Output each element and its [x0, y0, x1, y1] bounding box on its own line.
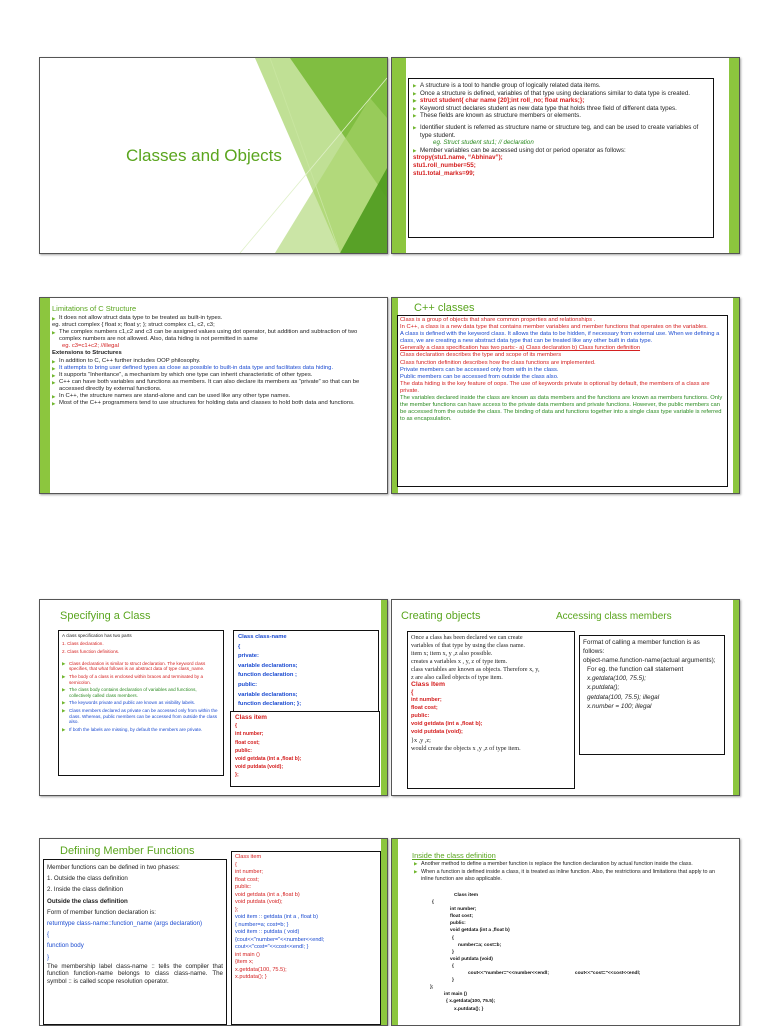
code-line: };: [430, 985, 434, 991]
text-line: ▶ Identifier student is referred as structure name or structure teg, and can be used to create variables of type student.: [413, 124, 709, 139]
code-line: variable declarations;: [238, 662, 298, 669]
text-line: Class function definition describes how the class functions are implemented.: [400, 359, 596, 366]
slide-subtitle: Accessing class members: [556, 611, 672, 622]
content-box: [408, 78, 714, 238]
code-line: {: [411, 689, 414, 697]
code-line: cout<<"cost="<<cost<<endl; }: [235, 944, 309, 950]
text-line: In C++, a class is a new data type that contains member variables and member functions that operates on the variables.: [400, 324, 708, 331]
slide-title: Inside the class definition: [412, 851, 496, 860]
code-line: cout<<"number="<<number<<endl; cout<<"cost="<<cost<<endl;: [468, 971, 641, 977]
code-line: void getdata (int a ,float b);: [411, 720, 483, 727]
slide-title: Defining Member Functions: [60, 845, 195, 857]
green-side-bar-right: [381, 839, 387, 1025]
code-line: };: [235, 906, 239, 913]
text-line: Generally a class specification has two parts:- a) Class declaration b) Class function definition: [400, 345, 641, 352]
text-line: ▶ These fields are known as structure members or elements.: [413, 112, 709, 120]
code-line: void getdata (int a ,float b): [235, 891, 300, 898]
text-line: For eg. the function call statement: [587, 666, 684, 674]
text-line: The variables declared inside the class are known as data members and the functions are known as members functions. Only the member functions can have access to the private data members and private functions. However, the public members can be accessed from the outside the class. The binding of data and functions together into a single class type variable is referred to as encapsulation.: [400, 395, 723, 423]
code-area: [432, 892, 732, 1013]
code-line: {cout<<"number="<<number<<endl;: [235, 936, 325, 943]
code-line: {: [452, 935, 454, 941]
text-line: function body: [47, 942, 84, 950]
text-line: ▶ The keywords private and public are known as visibility labels.: [62, 700, 220, 706]
text-line: ▶ In addition to C, C++ further includes OOP philosophy.: [52, 358, 380, 365]
text-line: ▶ The body of a class is enclosed within braces and terminated by a semicolon.: [62, 674, 220, 685]
code-line: public:: [235, 884, 252, 890]
access-box: [579, 635, 725, 755]
text-line: class variables are known as objects. Therefore x, y,: [411, 665, 540, 673]
slide-c-structure: [391, 57, 740, 254]
code-line: public:: [450, 921, 466, 927]
code-line: {: [238, 643, 241, 650]
code-line: function declaration; };: [238, 701, 302, 708]
text-line: Form of member function declaration is:: [47, 908, 157, 916]
text-line: x.getdata(100, 75.5);: [587, 675, 646, 683]
slide-classes-and-objects: [39, 57, 388, 254]
definition-box: [43, 859, 227, 1025]
text-line: ▶ Another method to define a member function is replace the function declaration by actual function inside the class.: [414, 861, 726, 867]
code-line: {: [235, 723, 238, 730]
code-line: void item :: putdata ( void): [235, 929, 300, 935]
text-line: 1. Outside the class definition: [47, 875, 128, 883]
text-line: ▶ It attempts to bring user defined types as close as possible to built-in data type and facilitates data hiding.: [52, 365, 380, 372]
green-side-bar: [40, 298, 50, 493]
text-line: eg. struct complex { float x; float y; }; struct complex c1, c2, c3;: [52, 322, 215, 329]
text-line: ▶ Class members declared as private can be accessed only from within the class. Whereas, public members can be accessed from outside the class also.: [62, 708, 220, 725]
code-line: x.putdata(); }: [454, 1006, 484, 1012]
text-line: ▶ In C++, the structure names are stand-alone and can be used like any other type names.: [52, 393, 380, 400]
text-line: 2. Class function definitions.: [62, 649, 120, 655]
code-line: {item x;: [235, 959, 254, 965]
green-side-bar-right: [729, 58, 739, 253]
slide-title: C Structure: [408, 61, 457, 72]
text-line: creates a variables x , y, z of type item.: [411, 657, 508, 665]
slide-creating-objects: [391, 599, 740, 796]
slide-specifying-a-class: [39, 599, 388, 796]
code-line: void putdata (void);: [235, 764, 284, 771]
text-line: object-name.function-name(actual arguments);: [583, 657, 716, 665]
green-side-bar: [392, 839, 398, 1025]
text-line: ▶ When a function is defined inside a class, it is treated as inline function. Also, the restrictions and limitations that apply to an inline function are also applicable.: [414, 869, 726, 882]
code-line: public:: [235, 747, 253, 754]
code-line: void putdata (void);: [411, 728, 463, 735]
code-line: x.getdata(100, 75.5);: [235, 966, 287, 973]
code-line: int number;: [235, 869, 263, 875]
green-side-bar-right: [733, 298, 739, 493]
slide-inside-the-class-definition: [391, 838, 740, 1026]
text-line: variables of that type by using the class name.: [411, 641, 525, 649]
text-line: would create the objects x ,y ,z of type item.: [411, 744, 521, 752]
text-line: Member functions can be defined in two phases:: [47, 864, 180, 871]
text-line: ▶ If both the labels are missing, by default the members are private.: [62, 727, 220, 733]
code-line: public:: [238, 681, 257, 688]
text-line: {: [47, 931, 50, 939]
text-line: The membership label class-name :: tells the compiler that function function-name belongs to class class-name. The symbol :: is called scope resolution operator.: [47, 962, 223, 985]
code-line: Class class-name: [238, 634, 287, 640]
text-line: ▶ Keyword struct declares student as new data type that holds three field of different data types.: [413, 105, 709, 113]
text-line: ▶ Once a structure is defined, variables of that type using declarations similar to data type is created.: [413, 90, 709, 98]
text-line: x.putdata();: [587, 684, 620, 692]
code-line: void item :: getdata (int a , float b): [235, 914, 319, 920]
text-line: z are also called objects of type item.: [411, 673, 503, 681]
code-line: };: [235, 772, 239, 779]
code-line: void putdata (void);: [235, 899, 283, 905]
text-line: }x ,y ,z;: [411, 736, 431, 744]
text-line: ▶ It does not allow struct data type to be treated as built-in types.: [52, 315, 380, 322]
slide-title: Specifying a Class: [60, 610, 151, 622]
text-line: stropy(stu1.name, “Abhinav”);: [413, 154, 503, 162]
text-line: Class is a group of objects that share common properties and relationships .: [400, 317, 596, 323]
text-line: ▶ Member variables can be accessed using dot or period operator as follows:: [413, 147, 709, 155]
slide-cpp-classes: [391, 297, 740, 494]
text-line: Extensions to Structures: [52, 350, 122, 357]
text-line: returntype class-name::function_name (args declaration): [47, 920, 203, 928]
slide-title: C++ classes: [414, 302, 475, 314]
code-line: float cost;: [450, 914, 473, 920]
code-line: int number;: [235, 731, 264, 738]
content-box: [397, 315, 728, 487]
text-line: }: [47, 953, 50, 961]
code-box: [231, 851, 381, 1025]
text-line: eg. Struct student stu1; // declaration: [433, 139, 534, 147]
code-line: void putdata (void): [450, 956, 493, 962]
code-line: {: [452, 963, 454, 969]
text-line: A class specification has two parts: [62, 633, 132, 638]
text-line: Class declaration describes the type and scope of its members: [400, 352, 562, 359]
code-line: float cost;: [235, 876, 259, 883]
text-line: A class is defined with the keyword class. It allows the data to be hidden, if necessary from external use. When we defining a class, we are creating a new abstract data type that can be treated like any other built in data type.: [400, 331, 720, 345]
code-line: function declaration ;: [238, 672, 297, 679]
text-line: Outside the class definition: [47, 897, 128, 905]
code-line: void getdata (int a ,float b);: [235, 756, 302, 763]
code-line: int number;: [411, 697, 442, 704]
green-side-bar-right: [733, 600, 739, 795]
objects-box: [407, 631, 575, 789]
code-line: Class item: [235, 714, 267, 721]
code-line: {: [432, 900, 434, 906]
slide-defining-member-functions: [39, 838, 388, 1026]
green-side-bar: [392, 58, 406, 253]
text-line: Private members can be accessed only from with in the class.: [400, 366, 559, 373]
text-line: eg. c3=c1+c2; //illegal: [62, 343, 119, 350]
code-line: int main (): [444, 992, 467, 998]
code-line: { x.getdata(100, 75.5);: [446, 999, 496, 1005]
class-example-box: [230, 711, 380, 787]
code-line: float cost;: [411, 705, 438, 712]
code-line: void getdata (int a ,float b): [450, 928, 510, 934]
text-line: The data hiding is the key feature of oops. The use of keywords private is optional by default, the members of a class are private.: [400, 380, 710, 394]
text-line: ▶ A structure is a tool to handle group of logically related data items.: [413, 82, 709, 90]
content-area: [414, 861, 726, 882]
code-line: Class Item: [411, 681, 446, 689]
text-line: 2. Inside the class definition: [47, 886, 124, 894]
code-line: Class item: [235, 854, 262, 860]
text-line: ▶ struct student{ char name [20];int roll_no; float marks;};: [413, 97, 709, 105]
text-line: getdata(100, 75.5); illegal: [587, 693, 660, 701]
text-line: ▶ C++ can have both variables and functions as members. It can also declare its members as “private” so that can be accessed directly by external functions.: [52, 379, 380, 393]
text-line: stu1.total_marks=99;: [413, 169, 475, 177]
code-line: float cost;: [235, 739, 260, 746]
text-line: ▶ Class declaration is similar to struct declaration. The keyword class specifies, that what follows is an abstract data of type class_name.: [62, 661, 220, 672]
slide-limitations-of-c-structure: [39, 297, 388, 494]
code-line: Class item: [454, 893, 478, 898]
slide-title: Creating objects: [401, 610, 481, 622]
code-line: int main (): [235, 951, 260, 958]
text-line: Format of calling a member function is as follows:: [583, 639, 700, 656]
code-line: x.putdata(); }: [235, 974, 267, 980]
slide-title: Classes and Objects: [126, 146, 282, 165]
code-line: variable declarations;: [238, 691, 298, 698]
green-side-bar-right: [381, 600, 387, 795]
text-line: 1. Class declaration.: [62, 640, 104, 646]
text-line: ▶ It supports “Inheritance”, a mechanism by which one type can inherit characteristic of other types.: [52, 372, 380, 379]
text-line: stu1.roll_number=55;: [413, 161, 476, 169]
code-line: number=a; cost=b;: [458, 942, 502, 948]
text-line: Public members can be accessed from outside the class also.: [400, 373, 559, 380]
code-line: }: [452, 978, 454, 984]
code-line: int number;: [450, 907, 477, 913]
text-line: ▶ The complex numbers c1,c2 and c3 can be assigned values using dot operator, but addition and subtraction of two complex numbers are not allowed. Also, data hiding is not permitted in same: [52, 329, 380, 343]
code-line: }: [452, 949, 454, 955]
class-syntax-box: [233, 630, 379, 712]
text-line: item x; item x, y ,z also possible.: [411, 649, 493, 657]
text-line: x.number = 100; illegal: [587, 702, 652, 710]
code-line: private:: [238, 653, 259, 660]
left-box: [58, 630, 224, 776]
text-line: ▶ The class body contains declaration of variables and functions, collectively called class members.: [62, 687, 220, 698]
code-line: { number=a; cost=b; }: [235, 921, 289, 928]
content-area: [52, 315, 380, 407]
text-line: ▶ Most of the C++ programmers tend to use structures for holding data and classes to hold both data and functions.: [52, 400, 380, 407]
code-line: {: [235, 861, 237, 868]
slide-title: Limitations of C Structure: [52, 304, 137, 313]
code-line: public:: [411, 713, 430, 720]
text-line: Once a class has been declared we can create: [411, 634, 523, 641]
